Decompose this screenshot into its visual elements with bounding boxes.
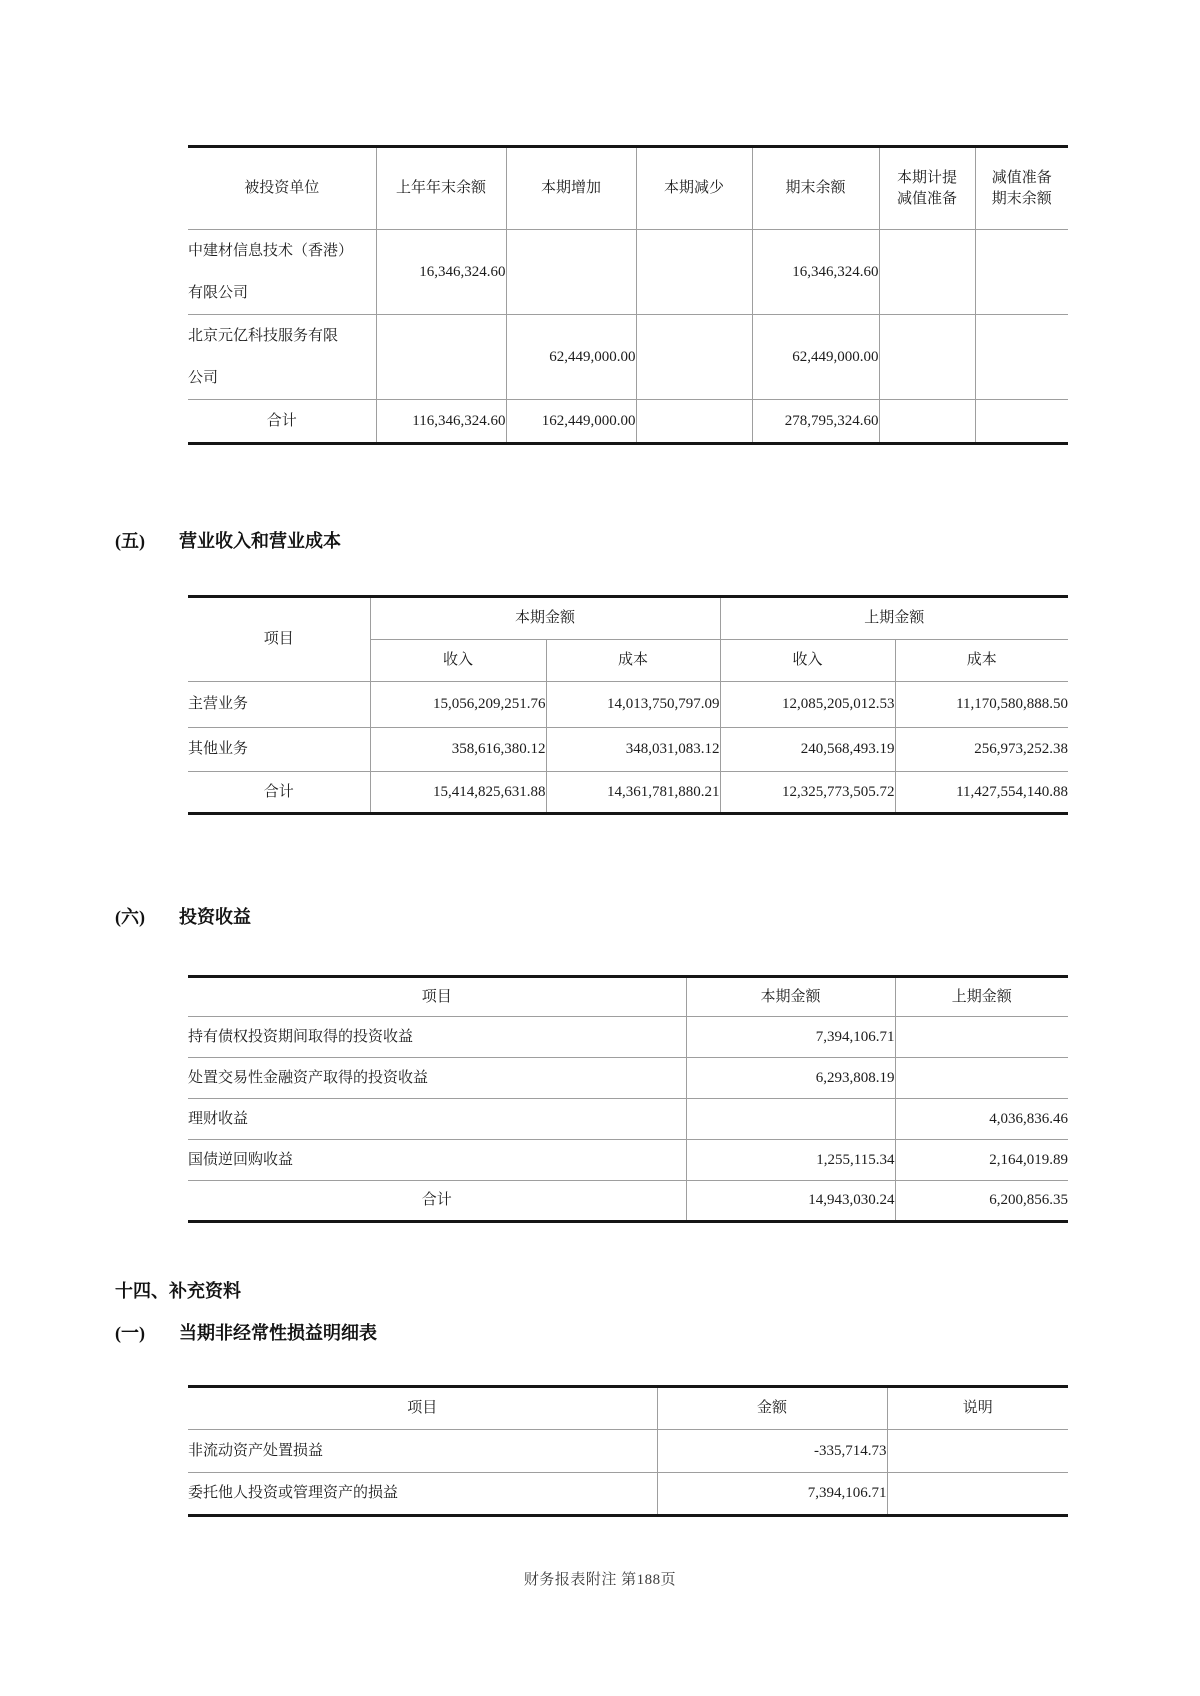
value-cell: 11,170,580,888.50 xyxy=(895,682,1068,728)
value-cell: 2,164,019.89 xyxy=(895,1140,1068,1181)
revenue-cost-table xyxy=(188,595,1068,815)
header-cell: 项目 xyxy=(188,977,686,1017)
header-cell: 上年年末余额 xyxy=(376,147,506,230)
header-line: 本期计提 xyxy=(896,170,957,187)
value-cell xyxy=(975,315,1068,400)
header-line: 减值准备 xyxy=(991,170,1052,187)
header-cell: 本期减少 xyxy=(636,147,752,230)
header-cell: 成本 xyxy=(546,640,720,682)
value-cell: 256,973,252.38 xyxy=(895,728,1068,772)
value-cell: 14,361,781,880.21 xyxy=(546,772,720,814)
total-row xyxy=(188,772,1068,814)
header-cell: 本期增加 xyxy=(506,147,636,230)
investee-name-cell xyxy=(188,315,376,400)
page-footer: 财务报表附注 第188页 xyxy=(523,1572,677,1588)
table-row xyxy=(188,1140,1068,1181)
value-cell xyxy=(895,1017,1068,1058)
total-label-cell: 合计 xyxy=(263,783,294,800)
table-row xyxy=(188,728,1068,772)
value-cell: 4,036,836.46 xyxy=(895,1099,1068,1140)
table-row xyxy=(188,230,1068,315)
item-cell: 国债逆回购收益 xyxy=(188,1140,686,1181)
value-cell: 6,293,808.19 xyxy=(686,1058,895,1099)
value-cell xyxy=(975,230,1068,315)
value-cell: 14,943,030.24 xyxy=(686,1181,895,1222)
value-cell: 278,795,324.60 xyxy=(752,400,879,444)
value-cell: 14,013,750,797.09 xyxy=(546,682,720,728)
investee-name-line: 北京元亿科技服务有限 xyxy=(188,328,339,344)
table-header-row xyxy=(188,1387,1068,1430)
value-cell xyxy=(879,230,975,315)
value-cell: -335,714.73 xyxy=(657,1430,887,1473)
value-cell: 348,031,083.12 xyxy=(546,728,720,772)
total-label-cell: 合计 xyxy=(421,1192,452,1209)
header-line: 期末余额 xyxy=(991,190,1052,207)
section-number: (五) xyxy=(115,531,145,551)
total-row xyxy=(188,400,1068,444)
header-cell: 本期金额 xyxy=(370,597,720,640)
value-cell: 240,568,493.19 xyxy=(720,728,895,772)
value-cell xyxy=(636,400,752,444)
investment-movement-table xyxy=(188,145,1068,445)
value-cell: 358,616,380.12 xyxy=(370,728,546,772)
table-header-row xyxy=(188,147,1068,230)
section-heading-non-recurring xyxy=(115,1319,377,1345)
value-cell: 62,449,000.00 xyxy=(752,315,879,400)
value-cell: 7,394,106.71 xyxy=(686,1017,895,1058)
value-cell: 1,255,115.34 xyxy=(686,1140,895,1181)
header-cell: 项目 xyxy=(188,597,370,682)
value-cell xyxy=(636,315,752,400)
investee-name-line: 公司 xyxy=(188,370,219,386)
item-cell: 主营业务 xyxy=(188,682,370,728)
note-cell xyxy=(887,1430,1068,1473)
section-title: 营业收入和营业成本 xyxy=(179,531,341,551)
table-row xyxy=(188,1430,1068,1473)
section-title: 补充资料 xyxy=(169,1281,241,1301)
item-cell: 持有债权投资期间取得的投资收益 xyxy=(188,1017,686,1058)
value-cell: 15,056,209,251.76 xyxy=(370,682,546,728)
table-row xyxy=(188,315,1068,400)
header-line: 减值准备 xyxy=(896,190,957,207)
table-row xyxy=(188,1099,1068,1140)
table-row xyxy=(188,1017,1068,1058)
value-cell: 12,325,773,505.72 xyxy=(720,772,895,814)
item-cell: 理财收益 xyxy=(188,1099,686,1140)
table-row xyxy=(188,682,1068,728)
investee-name-line: 有限公司 xyxy=(188,285,249,301)
value-cell xyxy=(636,230,752,315)
value-cell xyxy=(506,230,636,315)
header-cell: 被投资单位 xyxy=(188,147,376,230)
item-cell: 处置交易性金融资产取得的投资收益 xyxy=(188,1058,686,1099)
table-header-row xyxy=(188,597,1068,640)
header-cell: 说明 xyxy=(887,1387,1068,1430)
header-cell: 收入 xyxy=(720,640,895,682)
header-cell xyxy=(975,147,1068,230)
header-cell: 上期金额 xyxy=(720,597,1068,640)
value-cell xyxy=(879,315,975,400)
total-row xyxy=(188,1181,1068,1222)
header-cell: 本期金额 xyxy=(686,977,895,1017)
value-cell: 6,200,856.35 xyxy=(895,1181,1068,1222)
table-header-row xyxy=(188,977,1068,1017)
section-number: (一) xyxy=(115,1323,145,1343)
section-number: (六) xyxy=(115,907,145,927)
value-cell xyxy=(879,400,975,444)
value-cell: 162,449,000.00 xyxy=(506,400,636,444)
note-cell xyxy=(887,1473,1068,1516)
non-recurring-items-table xyxy=(188,1385,1068,1517)
value-cell: 12,085,205,012.53 xyxy=(720,682,895,728)
header-cell: 项目 xyxy=(188,1387,657,1430)
value-cell xyxy=(376,315,506,400)
total-label-cell: 合计 xyxy=(266,412,297,429)
table-row xyxy=(188,1058,1068,1099)
section-title: 投资收益 xyxy=(179,907,251,927)
section-title: 当期非经常性损益明细表 xyxy=(179,1323,377,1343)
section-heading-investment-income xyxy=(115,903,251,929)
header-cell xyxy=(879,147,975,230)
value-cell: 7,394,106.71 xyxy=(657,1473,887,1516)
value-cell: 16,346,324.60 xyxy=(376,230,506,315)
item-cell: 非流动资产处置损益 xyxy=(188,1430,657,1473)
header-cell: 上期金额 xyxy=(895,977,1068,1017)
header-cell: 成本 xyxy=(895,640,1068,682)
header-cell: 收入 xyxy=(370,640,546,682)
section-number: 十四、 xyxy=(115,1281,169,1301)
value-cell: 116,346,324.60 xyxy=(376,400,506,444)
investment-income-table xyxy=(188,975,1068,1223)
header-cell: 金额 xyxy=(657,1387,887,1430)
table-row xyxy=(188,1473,1068,1516)
item-cell: 委托他人投资或管理资产的损益 xyxy=(188,1485,399,1502)
section-heading-revenue xyxy=(115,527,341,553)
value-cell: 16,346,324.60 xyxy=(752,230,879,315)
value-cell: 62,449,000.00 xyxy=(506,315,636,400)
value-cell: 11,427,554,140.88 xyxy=(895,772,1068,814)
investee-name-cell xyxy=(188,230,376,315)
value-cell xyxy=(895,1058,1068,1099)
value-cell xyxy=(686,1099,895,1140)
value-cell: 15,414,825,631.88 xyxy=(370,772,546,814)
value-cell xyxy=(975,400,1068,444)
header-cell: 期末余额 xyxy=(752,147,879,230)
investee-name-line: 中建材信息技术（香港） xyxy=(188,243,354,259)
section-heading-supplementary xyxy=(115,1277,241,1303)
item-cell: 其他业务 xyxy=(188,728,370,772)
